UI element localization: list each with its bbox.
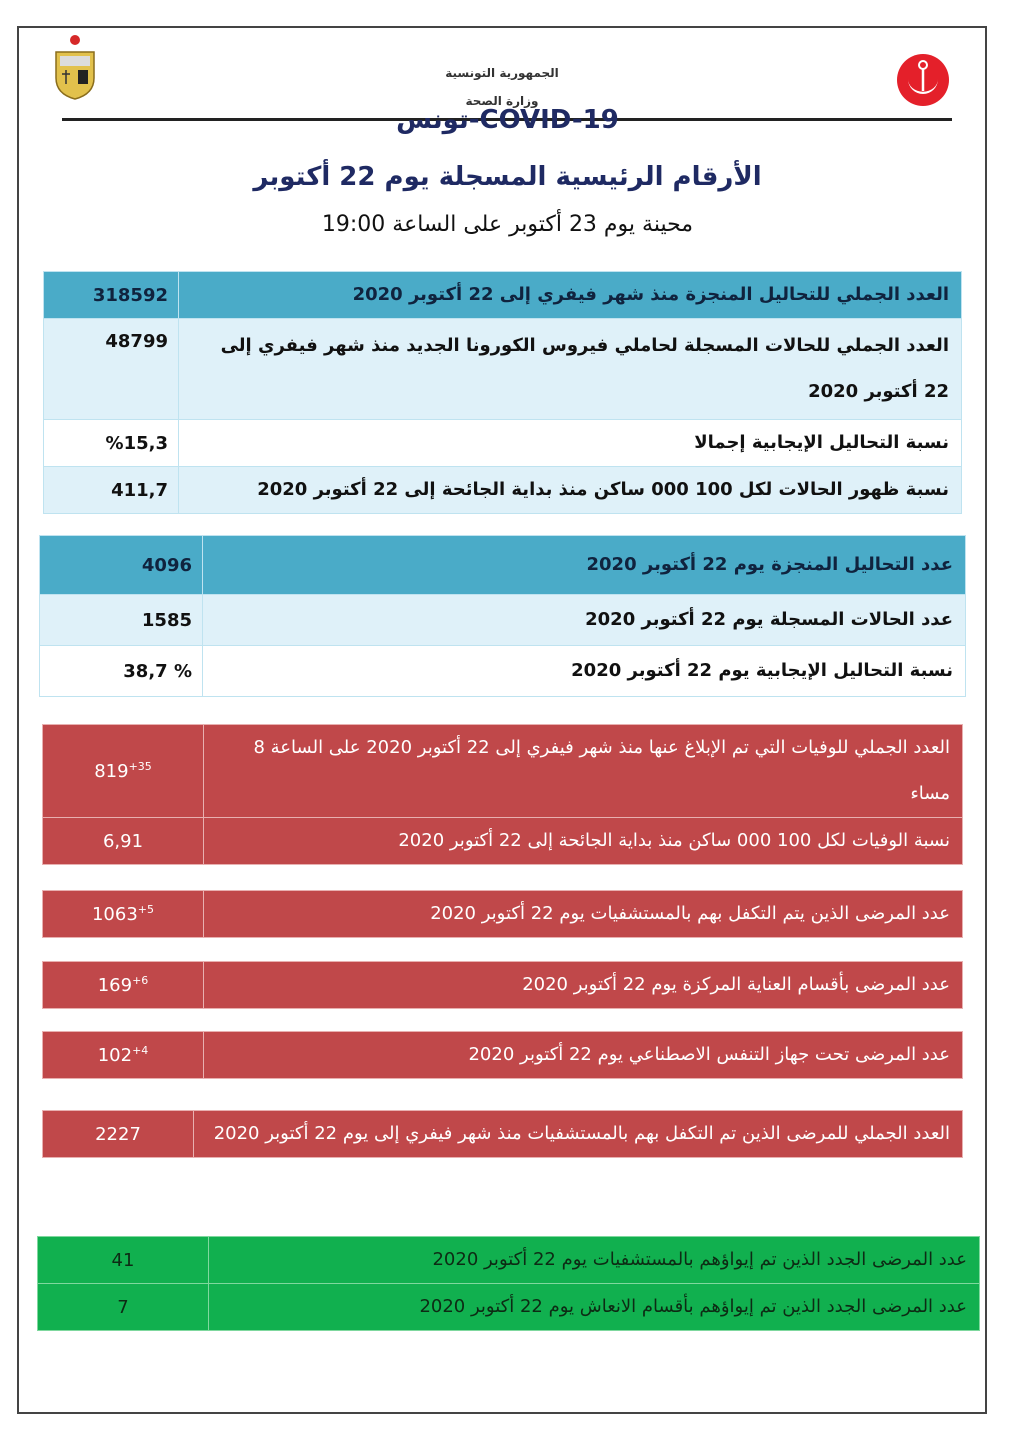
row-value: 318592 (44, 272, 179, 319)
table-row (40, 595, 966, 646)
table-row (44, 319, 962, 420)
table-row (44, 420, 962, 467)
row-label: العدد الجملي للحالات المسجلة لحاملي فيروس الكورونا الجديد منذ شهر فيفري إلى 22 أكتوبر 2020 (179, 319, 962, 420)
table-row (43, 725, 963, 818)
row-label: عدد التحاليل المنجزة يوم 22 أكتوبر 2020 (203, 536, 966, 595)
page-subtitle: الأرقام الرئيسية المسجلة يوم 22 أكتوبر (253, 162, 762, 192)
table-row (43, 1032, 963, 1079)
row-value: $169^{+6}$ (43, 962, 204, 1009)
page-title: COVID-19-تونس (396, 105, 619, 135)
table-row (43, 818, 963, 865)
table-row (40, 646, 966, 697)
row-label: عدد المرضى بأقسام العناية المركزة يوم 22 أكتوبر 2020 (204, 962, 963, 1009)
hospital-table-3 (42, 1031, 963, 1079)
row-value: 6,91 (43, 818, 204, 865)
table-row (44, 467, 962, 514)
table-row (38, 1284, 980, 1331)
admissions-table (37, 1236, 980, 1331)
row-value: 2227 (43, 1111, 194, 1158)
table-row (38, 1237, 980, 1284)
hospital-table-4 (42, 1110, 963, 1158)
row-value: $1063^{+5}$ (43, 891, 204, 938)
row-label: عدد المرضى تحت جهاز التنفس الاصطناعي يوم 22 أكتوبر 2020 (204, 1032, 963, 1079)
row-value: 48799 (44, 319, 179, 420)
update-timestamp: محينة يوم 23 أكتوبر على الساعة 19:00 (321, 212, 694, 237)
row-value: % 38,7 (40, 646, 203, 697)
row-label: نسبة الوفيات لكل 100 000 ساكن منذ بداية الجائحة إلى 22 أكتوبر 2020 (204, 818, 963, 865)
daily-table (39, 535, 966, 697)
row-label: نسبة التحاليل الإيجابية يوم 22 أكتوبر 2020 (203, 646, 966, 697)
row-value: 7 (38, 1284, 209, 1331)
ministry-label: وزارة الصحة (465, 94, 539, 108)
row-value: 4096 (40, 536, 203, 595)
table-row (44, 272, 962, 319)
row-label: نسبة التحاليل الإيجابية إجمالا (179, 420, 962, 467)
hospital-table-1 (42, 890, 963, 938)
hospital-table-2 (42, 961, 963, 1009)
row-value: 1585 (40, 595, 203, 646)
row-label: عدد الحالات المسجلة يوم 22 أكتوبر 2020 (203, 595, 966, 646)
red-crescent-logo-icon (896, 53, 950, 107)
deaths-table (42, 724, 963, 865)
row-label: عدد المرضى الجدد الذين تم إيواؤهم بأقسام الانعاش يوم 22 أكتوبر 2020 (209, 1284, 980, 1331)
table-row (43, 1111, 963, 1158)
row-label: عدد المرضى الذين يتم التكفل بهم بالمستشفيات يوم 22 أكتوبر 2020 (204, 891, 963, 938)
table-row (43, 962, 963, 1009)
row-value: $102^{+4}$ (43, 1032, 204, 1079)
row-label: نسبة ظهور الحالات لكل 100 000 ساكن منذ بداية الجائحة إلى 22 أكتوبر 2020 (179, 467, 962, 514)
row-label: العدد الجملي للتحاليل المنجزة منذ شهر فيفري إلى 22 أكتوبر 2020 (179, 272, 962, 319)
cumulative-table (43, 271, 962, 514)
row-label: العدد الجملي للوفيات التي تم الإبلاغ عنها منذ شهر فيفري إلى 22 أكتوبر 2020 على الساعة 8 مساء (204, 725, 963, 818)
row-label: عدد المرضى الجدد الذين تم إيواؤهم بالمستشفيات يوم 22 أكتوبر 2020 (209, 1237, 980, 1284)
table-row (40, 536, 966, 595)
row-value: 411,7 (44, 467, 179, 514)
table-row (43, 891, 963, 938)
row-value: %15,3 (44, 420, 179, 467)
republic-label: الجمهورية التونسية (445, 66, 559, 80)
row-value: 41 (38, 1237, 209, 1284)
row-value: $819^{+35}$ (43, 725, 204, 818)
row-label: العدد الجملي للمرضى الذين تم التكفل بهم بالمستشفيات منذ شهر فيفري إلى يوم 22 أكتوبر 2020 (194, 1111, 963, 1158)
